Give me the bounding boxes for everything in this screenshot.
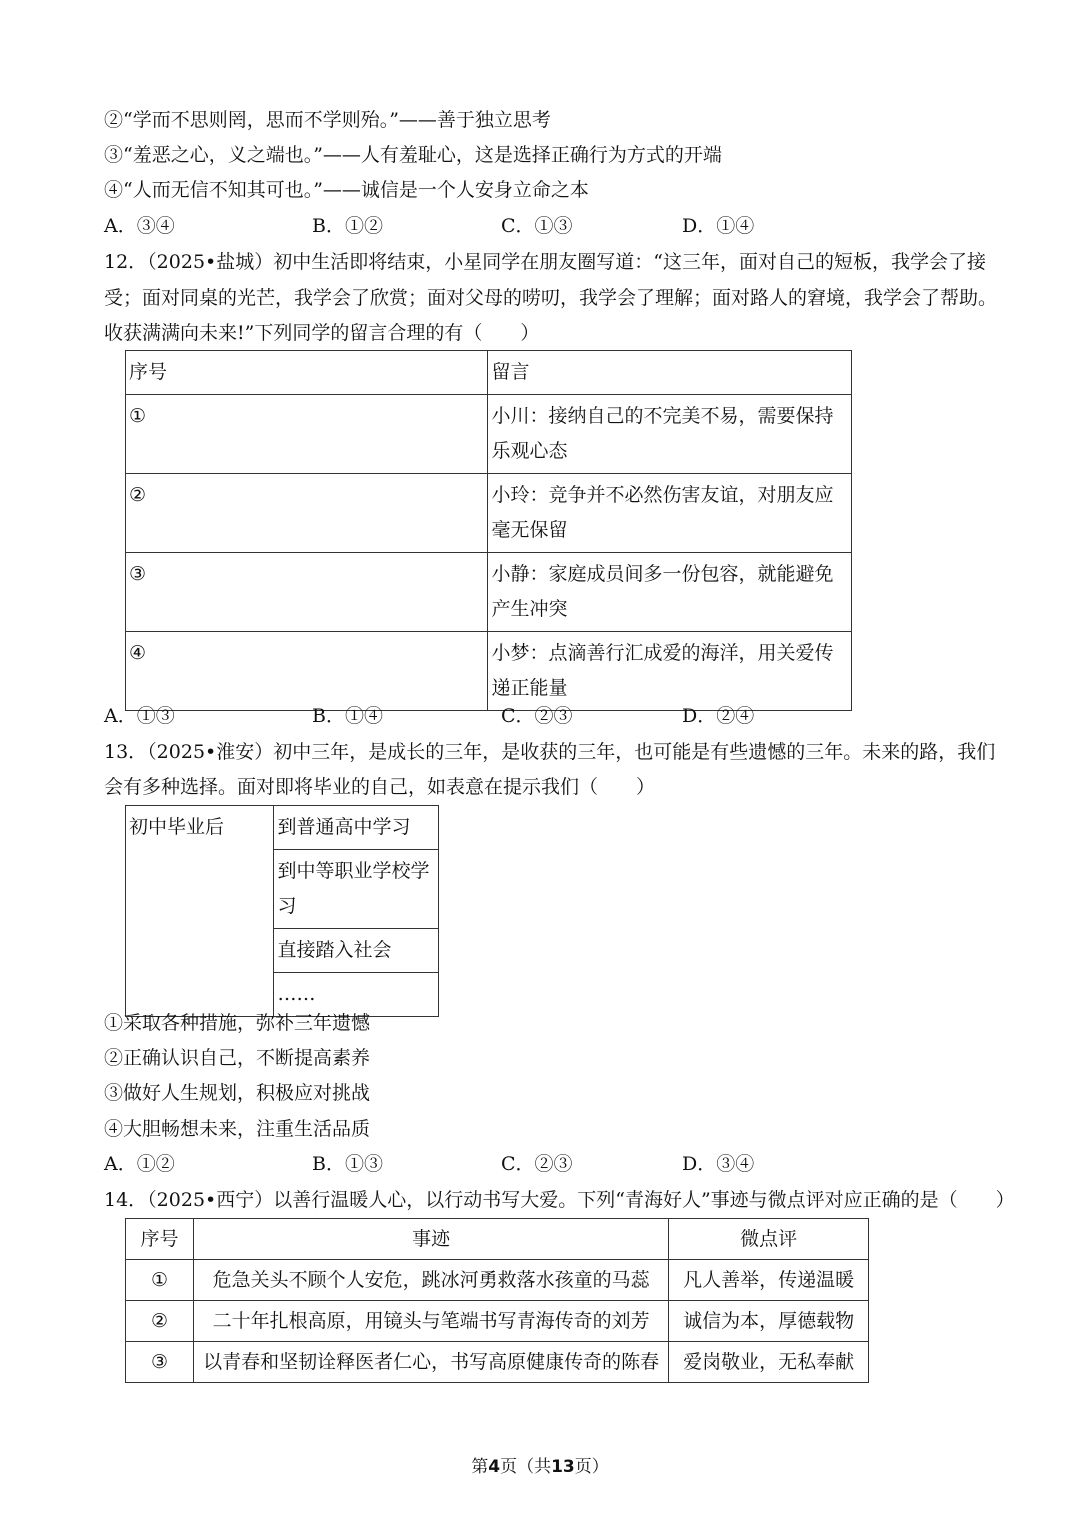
q11-item-3: ③“羞恶之心，义之端也。”——人有羞耻心，这是选择正确行为方式的开端: [104, 144, 722, 166]
q13-stem-line-1: 13．（2025•淮安）初中三年，是成长的三年，是收获的三年，也可能是有些遗憾的三年。未来的路，我们: [104, 741, 996, 763]
table-row: [126, 474, 852, 553]
table-cell: ②: [126, 474, 488, 553]
table-row: [126, 632, 852, 711]
q11-item-2: ②“学而不思则罔，思而不学则殆。”——善于独立思考: [104, 109, 551, 131]
q11-item-4: ④“人而无信不知其可也。”——诚信是一个人安身立命之本: [104, 179, 589, 201]
table-header-row: [126, 1219, 869, 1260]
q12-stem-line-3: 收获满满向未来!”下列同学的留言合理的有（ ）: [104, 322, 540, 344]
footer-total-pages: 13: [551, 1457, 575, 1477]
table-cell: ①: [126, 395, 488, 474]
page-footer: [0, 1452, 1080, 1477]
q13-item-4: ④大胆畅想未来，注重生活品质: [104, 1118, 371, 1140]
footer-mid: 页（共: [500, 1457, 552, 1477]
q13-item-3: ③做好人生规划，积极应对挑战: [104, 1082, 371, 1104]
q13-option-c[interactable]: C．②③: [501, 1153, 573, 1175]
footer-prefix: 第: [471, 1457, 489, 1477]
q11-option-c[interactable]: C．①③: [501, 215, 573, 237]
table-cell: 凡人善举，传递温暖: [669, 1260, 869, 1301]
header-cell: 事迹: [193, 1219, 668, 1260]
table-row: [126, 1301, 869, 1342]
q13-item-2: ②正确认识自己，不断提高素养: [104, 1047, 371, 1069]
q14-stem: 14．（2025•西宁）以善行温暖人心，以行动书写大爱。下列“青海好人”事迹与微点评对应正确的是（ ）: [104, 1189, 1015, 1211]
table-cell: 直接踏入社会: [274, 929, 439, 973]
q12-option-a[interactable]: A．①③: [104, 705, 175, 727]
q12-stem-line-1: 12．（2025•盐城）初中生活即将结束，小星同学在朋友圈写道：“这三年，面对自己的短板，我学会了接: [104, 251, 986, 273]
table-row: [126, 553, 852, 632]
q11-option-a[interactable]: A．③④: [104, 215, 175, 237]
q12-table: [125, 350, 852, 711]
q13-option-b[interactable]: B．①③: [312, 1153, 383, 1175]
q13-item-1: ①采取各种措施，弥补三年遗憾: [104, 1012, 371, 1034]
table-cell: 小梦：点滴善行汇成爱的海洋，用关爱传递正能量: [488, 632, 852, 711]
table-cell: 爱岗敬业，无私奉献: [669, 1342, 869, 1383]
footer-page-number: 4: [488, 1457, 501, 1477]
table-cell: 危急关头不顾个人安危，跳冰河勇救落水孩童的马蕊: [193, 1260, 668, 1301]
q11-option-b[interactable]: B．①②: [312, 215, 383, 237]
table-cell: ①: [126, 1260, 194, 1301]
table-cell: 到普通高中学习: [274, 806, 439, 850]
q11-options: [104, 214, 904, 238]
header-cell: 序号: [126, 1219, 194, 1260]
q13-option-a[interactable]: A．①②: [104, 1153, 175, 1175]
table-cell: ③: [126, 553, 488, 632]
table-header-row: [126, 351, 852, 395]
table-cell: 到中等职业学校学习: [274, 850, 439, 929]
q11-option-d[interactable]: D．①④: [682, 215, 755, 237]
table-cell: 小静：家庭成员间多一份包容，就能避免产生冲突: [488, 553, 852, 632]
header-cell: 序号: [126, 351, 488, 395]
q14-table: [125, 1218, 869, 1383]
table-row: [126, 395, 852, 474]
q12-option-c[interactable]: C．②③: [501, 705, 573, 727]
q12-options: [104, 704, 904, 728]
table-cell: 以青春和坚韧诠释医者仁心，书写高原健康传奇的陈春: [193, 1342, 668, 1383]
q13-stem-line-2: 会有多种选择。面对即将毕业的自己，如表意在提示我们（ ）: [104, 776, 656, 798]
table-cell: ②: [126, 1301, 194, 1342]
table-cell-graduation: 初中毕业后: [126, 806, 274, 1017]
table-cell: 诚信为本，厚德载物: [669, 1301, 869, 1342]
q13-options: [104, 1152, 904, 1176]
header-cell: 留言: [488, 351, 852, 395]
q12-stem-line-2: 受；面对同桌的光芒，我学会了欣赏；面对父母的唠叨，我学会了理解；面对路人的窘境，我学会了帮助。: [104, 287, 998, 309]
table-cell: 二十年扎根高原，用镜头与笔端书写青海传奇的刘芳: [193, 1301, 668, 1342]
table-cell: ④: [126, 632, 488, 711]
header-cell: 微点评: [669, 1219, 869, 1260]
table-cell: 小川：接纳自己的不完美不易，需要保持乐观心态: [488, 395, 852, 474]
q13-table: [125, 805, 439, 1017]
table-cell: 小玲：竞争并不必然伤害友谊，对朋友应毫无保留: [488, 474, 852, 553]
table-cell: ③: [126, 1342, 194, 1383]
q12-option-b[interactable]: B．①④: [312, 705, 383, 727]
q13-option-d[interactable]: D．③④: [682, 1153, 755, 1175]
footer-suffix: 页）: [574, 1457, 609, 1477]
table-row: [126, 1342, 869, 1383]
table-row: [126, 1260, 869, 1301]
q12-option-d[interactable]: D．②④: [682, 705, 755, 727]
table-cell: ……: [274, 973, 439, 1017]
